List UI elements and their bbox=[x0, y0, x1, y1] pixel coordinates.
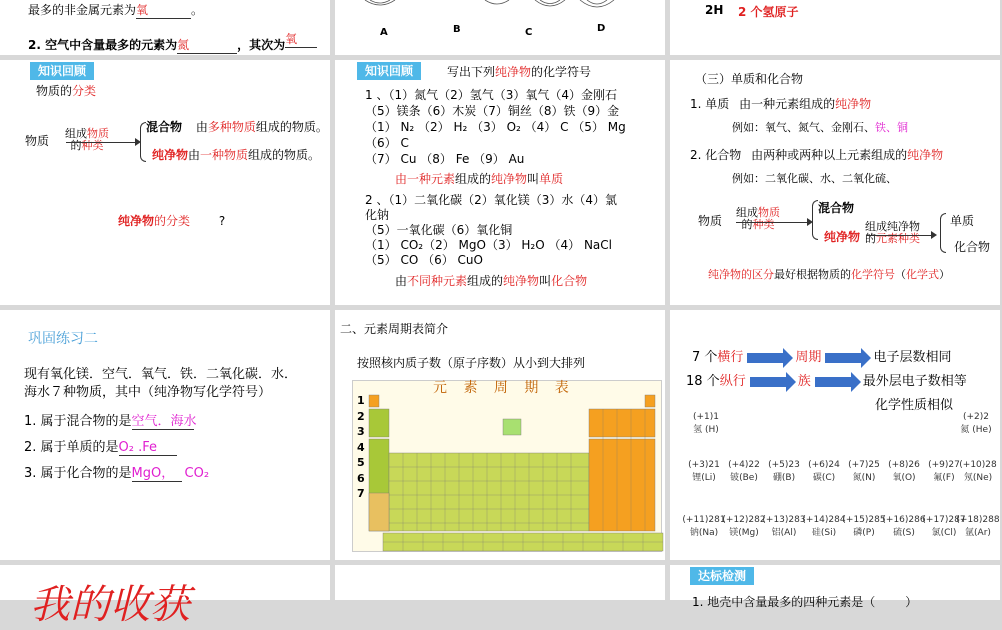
symbol-meaning: 2 个氢原子 bbox=[738, 5, 799, 19]
tree-single: 单质 bbox=[950, 214, 975, 228]
concl2-prefix: 由 bbox=[395, 274, 408, 288]
ex2-text: 例如：二氧化碳、水、二氧化硫、 bbox=[732, 172, 897, 185]
atom-p-label: 磷(P) bbox=[853, 528, 875, 538]
def1-red: 纯净物 bbox=[835, 97, 872, 111]
mix-desc-prefix: 由 bbox=[195, 120, 208, 134]
tree-pure: 纯净物 bbox=[824, 230, 861, 244]
q2-line2: 化钠 bbox=[365, 208, 390, 222]
atom-s: (+16)286 硫(S) bbox=[880, 515, 928, 538]
row1-red: 横行 bbox=[717, 350, 744, 365]
slide7-a2: O₂ .Fe bbox=[119, 440, 177, 456]
row1-red2: 周期 bbox=[795, 350, 822, 365]
branch-red1: 物质 bbox=[87, 127, 109, 140]
atom-cl-label: 氯(Cl) bbox=[931, 528, 957, 538]
tree-branch-red1: 物质 bbox=[758, 206, 780, 219]
tree-root: 物质 bbox=[698, 214, 723, 228]
atom-al-label: 铝(Al) bbox=[771, 528, 797, 538]
knowledge-review-tag-2: 知识回顾 bbox=[357, 62, 421, 80]
atom-f: (+9)27 氟(F) bbox=[920, 460, 968, 483]
concl2-mid2: 叫 bbox=[539, 274, 552, 288]
slide12-q1: 1. 地壳中含量最多的四种元素是（ bbox=[692, 595, 876, 609]
slide5-title-red: 纯净物 bbox=[495, 65, 532, 79]
def2-label: 2. 化合物 bbox=[690, 148, 742, 162]
tree-sub-red: 元素种类 bbox=[876, 232, 920, 245]
atom-si-label: 硅(Si) bbox=[811, 528, 837, 538]
slide5-title: 写出下列 bbox=[447, 65, 496, 79]
atom-o-label: 氧(O) bbox=[892, 473, 916, 483]
atom-be: (+4)22 铍(Be) bbox=[720, 460, 768, 483]
root-matter: 物质 bbox=[25, 134, 50, 148]
atom-h: (+1)1 氢 (H) bbox=[682, 412, 730, 435]
question-rest: 的分类 bbox=[154, 214, 191, 228]
atom-n: (+7)25 氮(N) bbox=[840, 460, 888, 483]
tree-mixture: 混合物 bbox=[818, 201, 855, 215]
slide1-suffix: 。 bbox=[191, 3, 204, 17]
slide1-line1: 最多的非金属元素为 bbox=[28, 3, 137, 17]
blue-arrow-icon bbox=[825, 353, 861, 363]
row2-red: 纵行 bbox=[719, 374, 746, 389]
slide4-heading: 物质的 bbox=[36, 84, 73, 98]
branch-arrow bbox=[66, 142, 136, 143]
concl1-red2: 纯净物 bbox=[491, 172, 528, 186]
mixture-label: 混合物 bbox=[146, 120, 183, 134]
slide8-sub: 按照核内质子数（原子序数）从小到大排列 bbox=[357, 356, 586, 370]
slide-1[interactable] bbox=[0, 0, 330, 55]
def1-text: 由一种元素组成的 bbox=[739, 97, 836, 111]
row1-count: 7 个 bbox=[692, 350, 718, 365]
branch-of: 的 bbox=[70, 139, 82, 152]
slide4-heading-red: 分类 bbox=[72, 84, 97, 98]
concl1-red1: 由一种元素 bbox=[395, 172, 456, 186]
branch-red2: 种类 bbox=[81, 139, 104, 152]
concl2-red1: 不同种元素 bbox=[407, 274, 468, 288]
slide6-title: （三）单质和化合物 bbox=[695, 72, 804, 86]
atom-si: (+14)284 硅(Si) bbox=[800, 515, 848, 538]
atom-ne-label: 氖(Ne) bbox=[963, 473, 993, 483]
atom-al: (+13)283 铝(Al) bbox=[760, 515, 808, 538]
concl1-mid: 组成的 bbox=[455, 172, 492, 186]
atom-be-label: 铍(Be) bbox=[730, 473, 758, 483]
slide7-q3: 3. 属于化合物的是 bbox=[24, 466, 132, 481]
option-c-label: C bbox=[525, 27, 533, 38]
foot-red2: 化学符号 bbox=[851, 268, 895, 281]
period-7: 7 bbox=[357, 487, 365, 500]
foot-open: （ bbox=[895, 268, 906, 281]
ans2-line1: （1） CO₂（2） MgO（3） H₂O （4） NaCl bbox=[365, 238, 612, 252]
tree-compound: 化合物 bbox=[954, 240, 991, 254]
q1-line2: （5）镁条（6）木炭（7）铜丝（8）铁（9）金 bbox=[365, 104, 620, 118]
tree-arrow bbox=[736, 222, 808, 223]
period-5: 5 bbox=[357, 456, 365, 469]
slide-3[interactable] bbox=[670, 0, 1000, 55]
q2-line3: （5）一氧化碳（6）氧化铜 bbox=[365, 223, 513, 237]
assessment-tag: 达标检测 bbox=[690, 567, 754, 585]
slide-2[interactable] bbox=[335, 0, 665, 55]
atom-s-label: 硫(S) bbox=[893, 528, 915, 538]
period-3: 3 bbox=[357, 425, 365, 438]
slide7-a1: 空气．海水 bbox=[132, 410, 194, 430]
ans2-line2: （5） CO （6） CuO bbox=[365, 253, 483, 267]
atom-ne: (+10)28 氖(Ne) bbox=[954, 460, 1002, 483]
slide7-title: 巩固练习二 bbox=[28, 331, 98, 347]
mix-desc-red: 多种物质 bbox=[207, 120, 256, 134]
slide10-title: 我的收获 bbox=[30, 582, 190, 628]
row2-desc: 最外层电子数相等 bbox=[862, 374, 967, 389]
atom-b-label: 硼(B) bbox=[772, 473, 796, 483]
pure-desc-suffix: 组成的物质。 bbox=[248, 148, 321, 162]
pure-desc-prefix: 由 bbox=[188, 148, 201, 162]
row2-red2: 族 bbox=[797, 374, 811, 389]
slide7-a3b: CO₂ bbox=[184, 466, 210, 481]
slide-12[interactable] bbox=[670, 565, 1000, 609]
slide-6[interactable] bbox=[670, 60, 1000, 305]
atom-b: (+5)23 硼(B) bbox=[760, 460, 808, 483]
slide7-body2: 海水７种物质，其中（纯净物写化学符号） bbox=[24, 385, 272, 400]
blue-arrow-icon bbox=[815, 377, 851, 387]
atom-o: (+8)26 氧(O) bbox=[880, 460, 928, 483]
atom-na-label: 钠(Na) bbox=[689, 528, 719, 538]
atom-p: (+15)285 磷(P) bbox=[840, 515, 888, 538]
atom-he-label: 氦 (He) bbox=[960, 425, 992, 435]
concl1-red3: 单质 bbox=[539, 172, 564, 186]
row2-count: 18 个 bbox=[686, 374, 720, 389]
foot-close: ） bbox=[939, 268, 950, 281]
atom-f-label: 氟(F) bbox=[933, 473, 955, 483]
ex1-text: 例如：氧气、氮气、金刚石、 bbox=[732, 121, 875, 134]
concl2-red2: 纯净物 bbox=[503, 274, 540, 288]
def2-text: 由两种或两种以上元素组成的 bbox=[751, 148, 908, 162]
periodic-table-image bbox=[352, 380, 662, 552]
period-4: 4 bbox=[357, 440, 365, 454]
pure-label: 纯净物 bbox=[152, 148, 189, 162]
pure-desc-red: 一种物质 bbox=[200, 148, 249, 162]
atom-he: (+2)2 氦 (He) bbox=[952, 412, 1000, 435]
slide1-answer2: 氮 bbox=[177, 36, 237, 54]
row1-desc: 电子层数相同 bbox=[873, 350, 952, 365]
period-2: 2 bbox=[357, 409, 365, 423]
period-1: 1 bbox=[357, 394, 365, 407]
atom-n-label: 氮(N) bbox=[852, 473, 876, 483]
slide-9[interactable] bbox=[670, 310, 1000, 560]
periodic-table-title: 元 素 周 期 表 bbox=[433, 380, 575, 396]
tree-brace2 bbox=[940, 213, 946, 253]
blue-arrow-icon bbox=[747, 353, 783, 363]
slide-5[interactable] bbox=[335, 60, 665, 305]
slide12-q1-end: ） bbox=[905, 595, 918, 609]
slide7-q2: 2. 属于单质的是 bbox=[24, 440, 119, 455]
foot-mid: 最好根据物质的 bbox=[774, 268, 851, 281]
atom-cl: (+17)287 氯(Cl) bbox=[920, 515, 968, 538]
question-mark: ? bbox=[218, 214, 226, 228]
period-6: 6 bbox=[357, 471, 365, 485]
atom-li-label: 锂(Li) bbox=[692, 473, 716, 483]
slide-11[interactable] bbox=[335, 565, 665, 600]
concl2-mid: 组成的 bbox=[467, 274, 504, 288]
atom-h-label: 氢 (H) bbox=[693, 425, 719, 435]
atom-li: (+3)21 锂(Li) bbox=[680, 460, 728, 483]
slide1-answer3: 氧 bbox=[285, 30, 317, 48]
def2-red: 纯净物 bbox=[907, 148, 944, 162]
ans1-line1: （1） N₂ （2） H₂ （3） O₂ （4） C （5） Mg bbox=[365, 120, 626, 134]
foot-red: 纯净物的区分 bbox=[708, 268, 774, 281]
atom-ar-label: 氩(Ar) bbox=[965, 528, 991, 538]
option-a-label: A bbox=[380, 27, 388, 38]
knowledge-review-tag: 知识回顾 bbox=[30, 62, 94, 80]
periodic-grid bbox=[353, 381, 663, 553]
slide7-a3a: MgO， bbox=[132, 462, 182, 482]
slide7-q1: 1. 属于混合物的是 bbox=[24, 414, 132, 429]
ans1-line3: （7） Cu （8） Fe （9） Au bbox=[365, 152, 525, 166]
atom-mg-label: 镁(Mg) bbox=[729, 528, 759, 538]
foot-red3: 化学式 bbox=[906, 268, 939, 281]
concl1-mid2: 叫 bbox=[527, 172, 540, 186]
slide7-body1: 现有氧化镁．空气．氧气．铁．二氧化碳．水． bbox=[24, 367, 298, 382]
mix-desc-suffix: 组成的物质。 bbox=[255, 120, 328, 134]
tree-branch: 组成 bbox=[736, 206, 758, 219]
row3-desc: 化学性质相似 bbox=[875, 398, 954, 413]
slide1-line2: 2. 空气中含量最多的元素为 bbox=[28, 38, 178, 52]
concl2-red3: 化合物 bbox=[551, 274, 588, 288]
def1-label: 1. 单质 bbox=[690, 97, 730, 111]
ans1-line2: （6） C bbox=[365, 136, 409, 150]
slide-4[interactable] bbox=[0, 60, 330, 305]
q1-line1: 1 、（1）氮气（2）氢气（3）氧气（4）金刚石 bbox=[365, 88, 617, 102]
atom-mg: (+12)282 镁(Mg) bbox=[720, 515, 768, 538]
option-b-label: B bbox=[453, 24, 461, 35]
branch-label: 组成 bbox=[65, 127, 87, 140]
option-d-label: D bbox=[597, 23, 606, 34]
slide1-answer1: 氧 bbox=[136, 1, 191, 19]
slide-7[interactable] bbox=[0, 310, 330, 560]
slide-10[interactable] bbox=[0, 565, 330, 628]
slide1-mid: ，其次为 bbox=[237, 38, 286, 52]
atom-na: (+11)281 钠(Na) bbox=[680, 515, 728, 538]
blue-arrow-icon bbox=[750, 377, 786, 387]
symbol-2h: 2H bbox=[705, 3, 724, 17]
atom-ar: (+18)288 氩(Ar) bbox=[954, 515, 1002, 538]
tree-arrow2 bbox=[866, 235, 932, 236]
atom-c-label: 碳(C) bbox=[812, 473, 836, 483]
slide5-title-suffix: 的化学符号 bbox=[531, 65, 592, 79]
slide8-heading: 二、元素周期表简介 bbox=[340, 322, 449, 336]
ex1-pink: 铁、铜 bbox=[875, 121, 908, 134]
tree-sub: 组成纯净物 bbox=[865, 220, 920, 233]
q2-line1: 2 、（1）二氧化碳（2）氧化镁（3）水（4）氯 bbox=[365, 193, 617, 207]
tree-branch-of: 的 bbox=[741, 218, 753, 231]
tree-branch-red2: 种类 bbox=[752, 218, 775, 231]
atom-c: (+6)24 碳(C) bbox=[800, 460, 848, 483]
tree-sub-of: 的 bbox=[865, 232, 876, 245]
question-red: 纯净物 bbox=[118, 214, 155, 228]
